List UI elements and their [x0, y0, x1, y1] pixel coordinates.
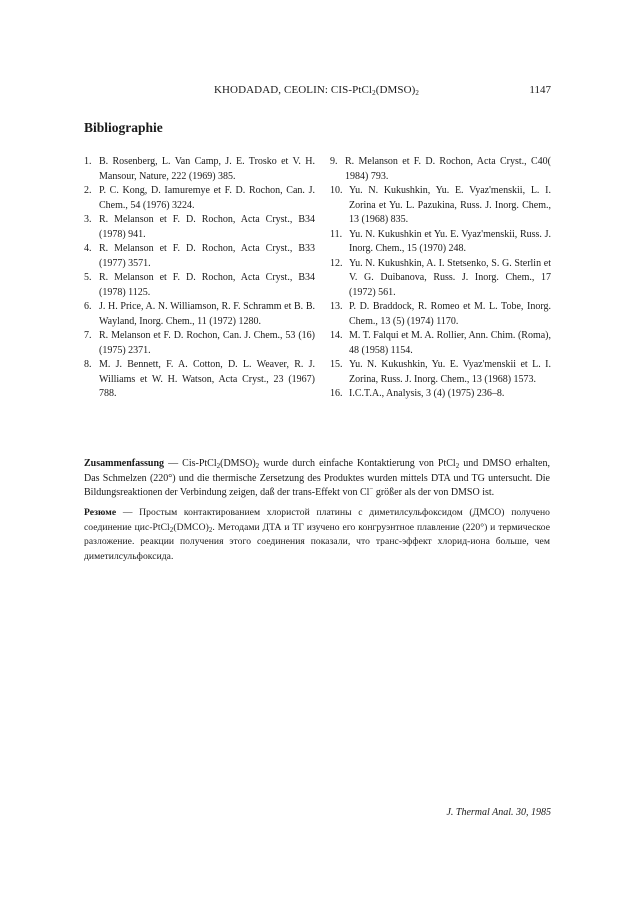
journal-footer: J. Thermal Anal. 30, 1985: [446, 807, 551, 818]
reference-item: [330, 257, 551, 301]
reference-number: 8.: [84, 359, 92, 370]
reference-text: P. C. Kong, D. Iamuremye et F. D. Rochon, Can. J. Chem., 54 (1976) 3224.: [99, 185, 315, 211]
reference-text: B. Rosenberg, L. Van Camp, J. E. Trosko et V. H. Mansour, Nature, 222 (1969) 385.: [99, 156, 315, 182]
reference-number: 4.: [84, 243, 92, 254]
running-title: KHODADAD, CEOLIN: CIS-$PtCl_2(DMSO)_2$: [213, 84, 420, 97]
reference-text: Yu. N. Kukushkin et Yu. E. Vyaz'menskii, Russ. J. Inorg. Chem., 15 (1970) 248.: [349, 228, 551, 254]
reference-text: Yu. N. Kukushkin, Yu. E. Vyaz'menskii et L. I. Zorina, Russ. J. Inorg. Chem., 13 (1968) 1573.: [349, 359, 551, 385]
reference-item: [330, 155, 551, 184]
reference-item: [84, 213, 315, 242]
reference-item: [330, 329, 551, 358]
reference-number: 6.: [84, 301, 92, 312]
reference-number: 12.: [330, 257, 343, 269]
reference-item: [330, 228, 551, 257]
reference-number: 11.: [330, 228, 343, 240]
abstract-russian: Резюме — Простым контактированием хлористой платины с диметилсульфоксидом (ДМСО) получено соединение цис-$PtCl_2(DMCO)_2$. Методами ДТА и ТГ изучено его конгруэнтное плавление (220°) и термическое разложение. реакции получения этого соединения показали, что транс-эффект хлорид-иона больше, чем диметилсульфоксида.: [84, 507, 551, 562]
reference-item: [84, 358, 315, 402]
reference-item: [84, 329, 315, 358]
reference-item: [84, 242, 315, 271]
reference-number: 2.: [84, 185, 92, 196]
reference-text: J. H. Price, A. N. Williamson, R. F. Schramm et B. B. Wayland, Inorg. Chem., 11 (1972) 1280.: [99, 301, 315, 327]
references-right-column: [330, 155, 551, 402]
reference-item: [330, 358, 551, 387]
abstract-german: Zusammenfassung — Cis-$PtCl_2(DMSO)_2$ wurde durch einfache Kontaktierung von PtCl$_2$ und DMSO erhalten, Das Schmelzen (220°) und die thermische Zersetzung des Produktes wurden mittels DTA und TG untersucht. Die Bildungsreaktionen der Verbindung zeigen, daß der trans-Effekt von Cl− größer als der von DMSO ist.: [84, 458, 550, 498]
abstract-russian-lead: Резюме: [84, 507, 117, 518]
reference-number: 7.: [84, 330, 92, 341]
reference-item: [84, 184, 315, 213]
reference-number: 1.: [84, 156, 92, 167]
reference-number: 3.: [84, 214, 92, 225]
reference-text: R. Melanson et F. D. Rochon, Acta Cryst., C40( 1984) 793.: [345, 156, 551, 182]
reference-text: R. Melanson et F. D. Rochon, Can. J. Chem., 53 (16) (1975) 2371.: [99, 330, 315, 356]
section-title: Bibliographie: [84, 120, 163, 135]
reference-item: [84, 271, 315, 300]
reference-item: [84, 155, 315, 184]
reference-text: Yu. N. Kukushkin, Yu. E. Vyaz'menskii, L. I. Zorina et Yu. L. Pazukina, Russ. J. Inorg. Chem., 13 (1968) 835.: [349, 185, 551, 225]
reference-text: R. Melanson et F. D. Rochon, Acta Cryst., B33 (1977) 3571.: [99, 243, 315, 269]
abstract-german-lead: Zusammenfassung: [84, 458, 165, 469]
reference-item: [330, 300, 551, 329]
page-number: 1147: [529, 84, 551, 96]
reference-item: [330, 387, 551, 402]
reference-number: 14.: [330, 330, 343, 341]
reference-text: Yu. N. Kukushkin, A. I. Stetsenko, S. G. Sterlin et V. G. Duibanova, Russ. J. Inorg. Chem., 17 (1972) 561.: [349, 257, 551, 298]
reference-text: R. Melanson et F. D. Rochon, Acta Cryst., B34 (1978) 1125.: [99, 272, 315, 298]
reference-number: 13.: [330, 301, 343, 312]
reference-text: R. Melanson et F. D. Rochon, Acta Cryst., B34 (1978) 941.: [99, 214, 315, 240]
running-header: [0, 84, 633, 100]
reference-number: 5.: [84, 272, 92, 283]
reference-number: 9.: [330, 156, 338, 167]
reference-text: M. T. Falqui et M. A. Rollier, Ann. Chim. (Roma), 48 (1958) 1154.: [349, 330, 551, 356]
reference-number: 10.: [330, 185, 343, 196]
reference-item: [84, 300, 315, 329]
reference-text: I.C.T.A., Analysis, 3 (4) (1975) 236–8.: [349, 388, 505, 399]
reference-number: 16.: [330, 388, 343, 399]
references-left-column: [84, 155, 315, 402]
reference-text: P. D. Braddock, R. Romeo et M. L. Tobe, Inorg. Chem., 13 (5) (1974) 1170.: [349, 301, 551, 327]
reference-number: 15.: [330, 359, 343, 370]
reference-item: [330, 184, 551, 228]
reference-text: M. J. Bennett, F. A. Cotton, D. L. Weaver, R. J. Williams et W. H. Watson, Acta Cryst., 23 (1967) 788.: [99, 359, 315, 399]
